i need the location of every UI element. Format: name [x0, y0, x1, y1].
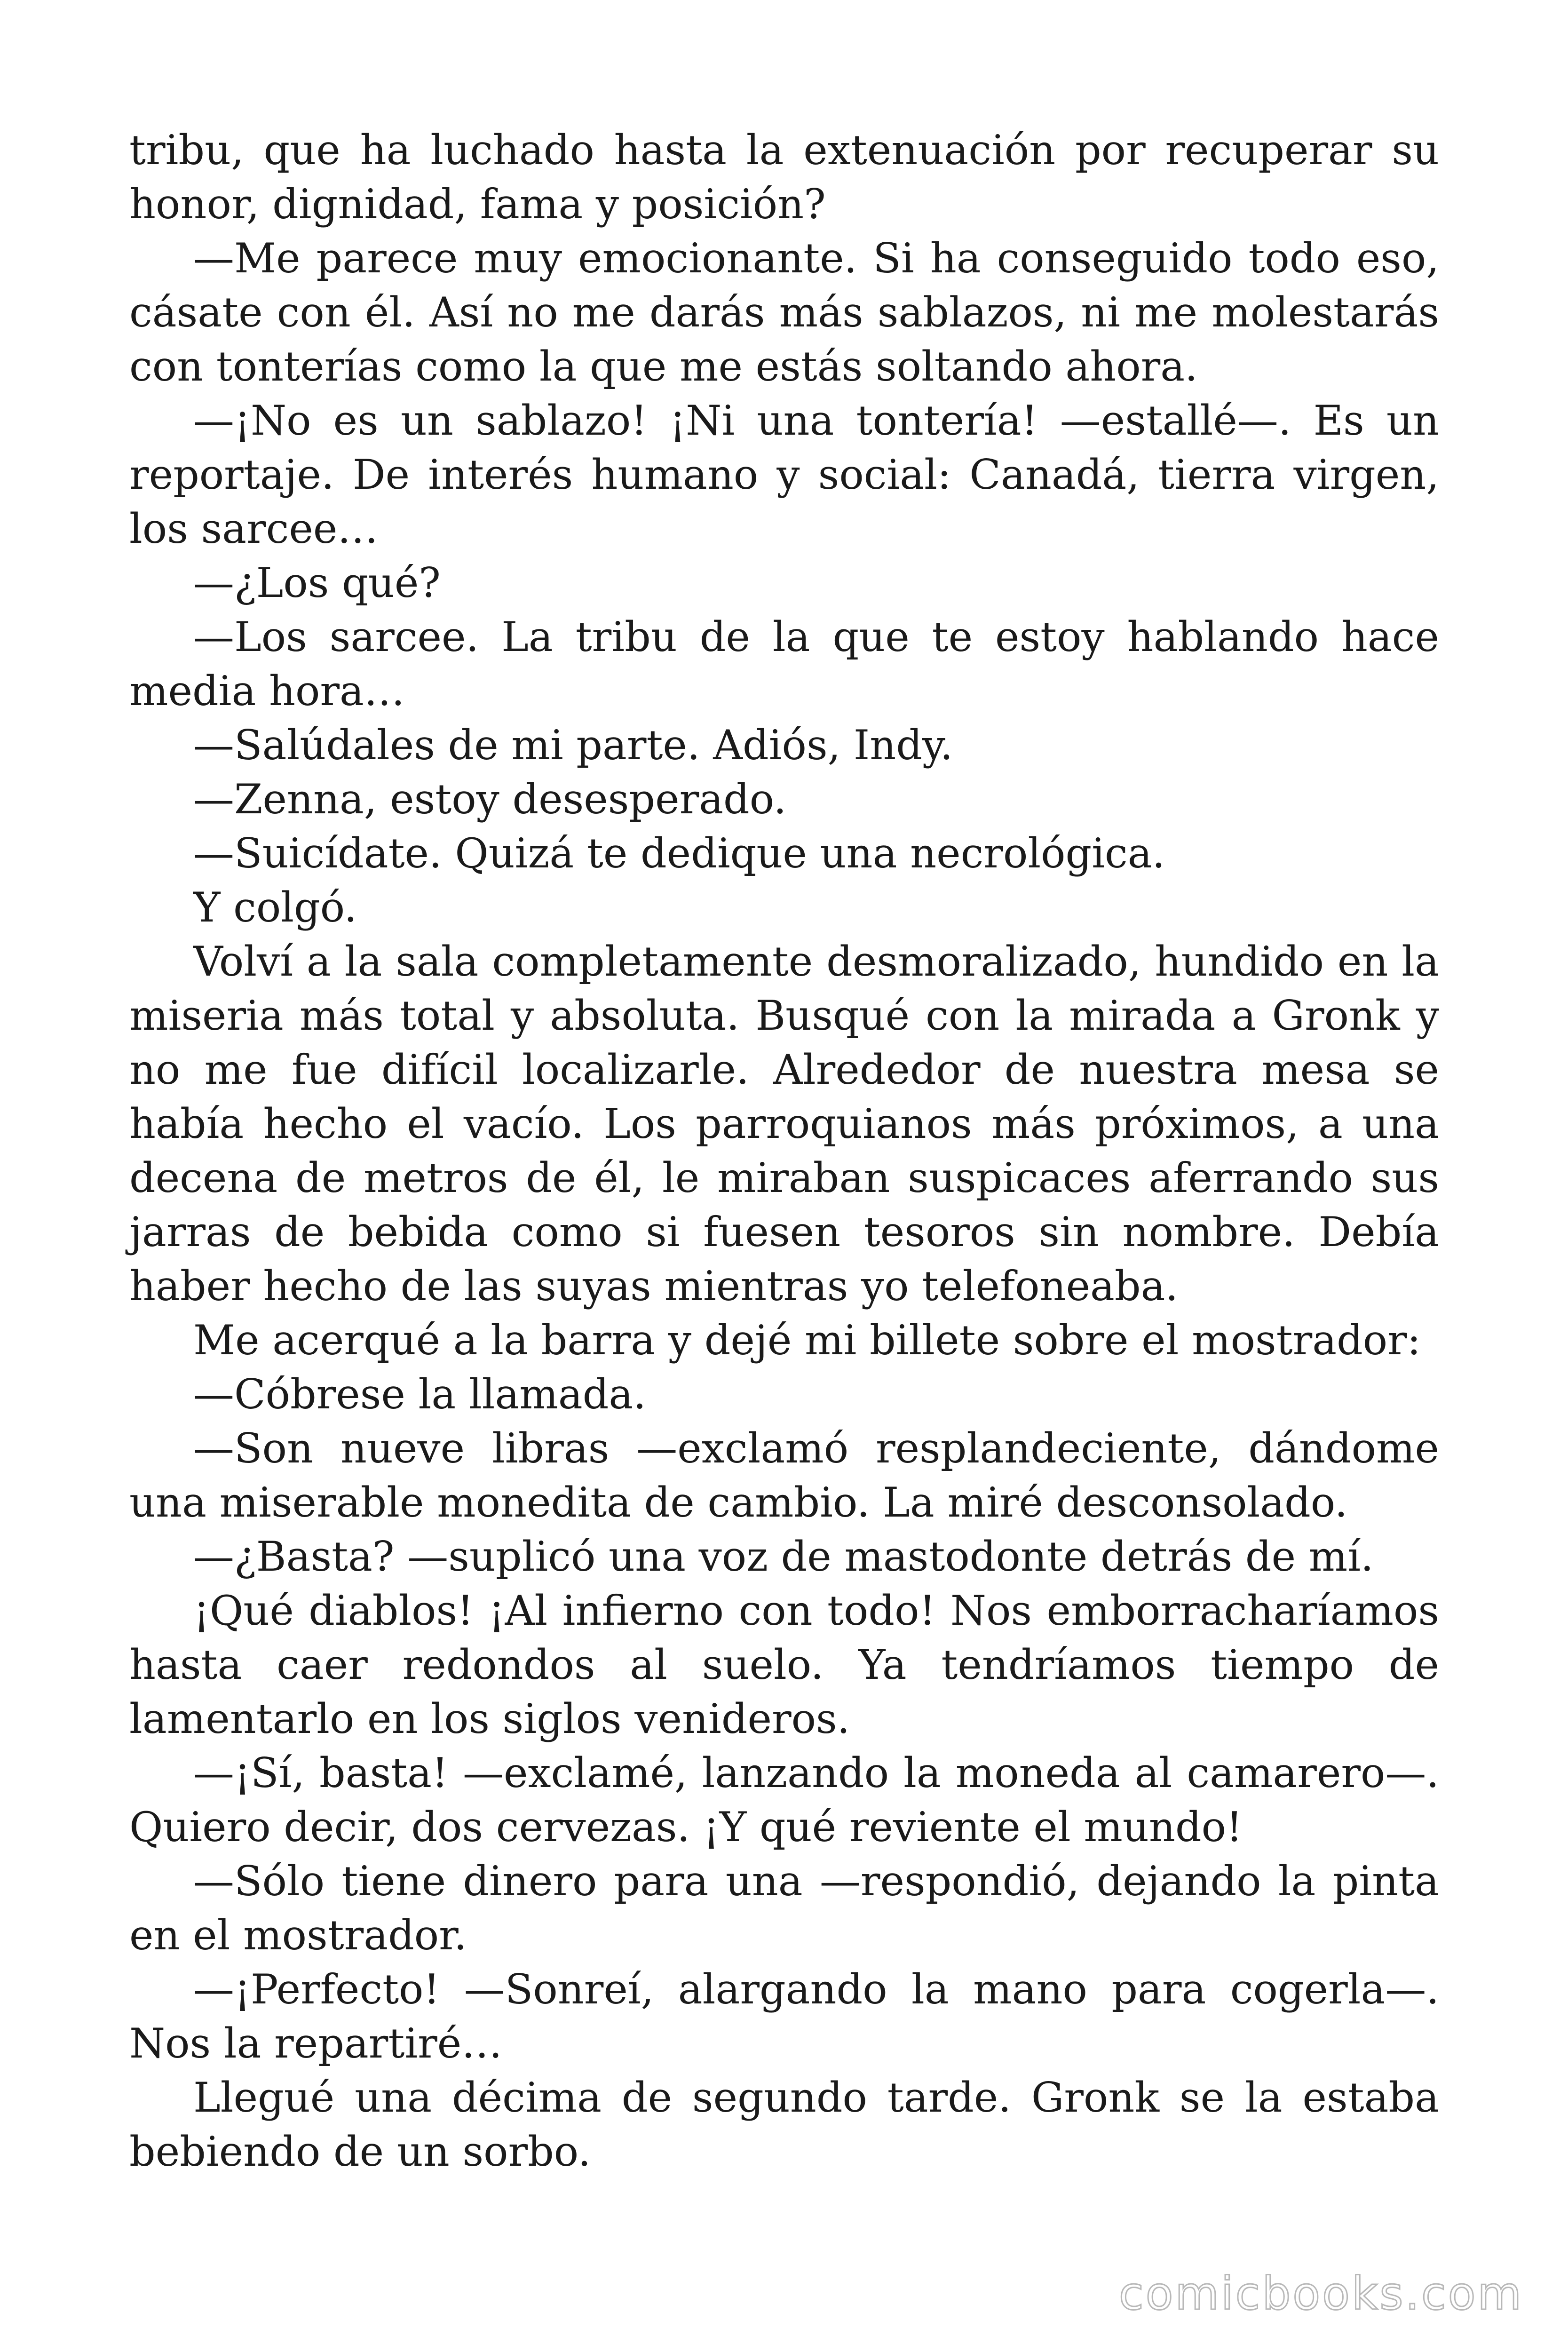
paragraph: —¿Basta? —suplicó una voz de mastodonte detrás de mí. [193, 1533, 1374, 1581]
paragraph: —Los sarcee. La tribu de la que te estoy hablando hace media hora… [129, 613, 1439, 715]
paragraph: —¡Sí, basta! —exclamé, lanzando la moneda al camarero—. Quiero decir, dos cervezas. ¡Y qué reviente el mundo! [129, 1749, 1439, 1851]
body-text [129, 123, 1439, 2179]
paragraph: Volví a la sala completamente desmoralizado, hundido en la miseria más total y absoluta. Busqué con la mirada a Gronk y no me fue difícil localizarle. Alrededor de nuestra mesa se había hecho el vacío. Los parroquianos más próximos, a una decena de metros de él, le miraban suspicaces aferrando sus jarras de bebida como si fuesen tesoros sin nombre. Debía haber hecho de las suyas mientras yo telefoneaba. [129, 938, 1439, 1310]
paragraph: Me acerqué a la barra y dejé mi billete sobre el mostrador: [193, 1316, 1421, 1364]
paragraph: —Salúdales de mi parte. Adiós, Indy. [193, 721, 953, 769]
paragraph: Y colgó. [193, 883, 357, 931]
paragraph: —¡Perfecto! —Sonreí, alargando la mano para cogerla—. Nos la repartiré… [129, 1965, 1439, 2067]
paragraph: —Cóbrese la llamada. [193, 1370, 646, 1418]
paragraph: ¡Qué diablos! ¡Al infierno con todo! Nos emborracharíamos hasta caer redondos al suelo. Ya tendríamos tiempo de lamentarlo en los siglos venideros. [129, 1587, 1439, 1743]
paragraph: —Suicídate. Quizá te dedique una necrológica. [193, 829, 1165, 877]
paragraph: —Me parece muy emocionante. Si ha conseguido todo eso, cásate con él. Así no me darás más sablazos, ni me molestarás con tonterías como la que me estás soltando ahora. [129, 234, 1439, 390]
paragraph: —Sólo tiene dinero para una —respondió, dejando la pinta en el mostrador. [129, 1857, 1439, 1959]
paragraph: —¡No es un sablazo! ¡Ni una tontería! —estallé—. Es un reportaje. De interés humano y social: Canadá, tierra virgen, los sarcee… [129, 397, 1439, 553]
paragraph: —Son nueve libras —exclamó resplandeciente, dándome una miserable monedita de cambio. La miré desconsolado. [129, 1424, 1439, 1526]
paragraph: Llegué una décima de segundo tarde. Gronk se la estaba bebiendo de un sorbo. [129, 2074, 1439, 2176]
paragraph: tribu, que ha luchado hasta la extenuación por recuperar su honor, dignidad, fama y posición? [129, 126, 1439, 228]
paragraph: —Zenna, estoy desesperado. [193, 775, 787, 823]
watermark-text: comicbooks.com [1118, 2267, 1523, 2320]
paragraph: —¿Los qué? [193, 559, 441, 607]
